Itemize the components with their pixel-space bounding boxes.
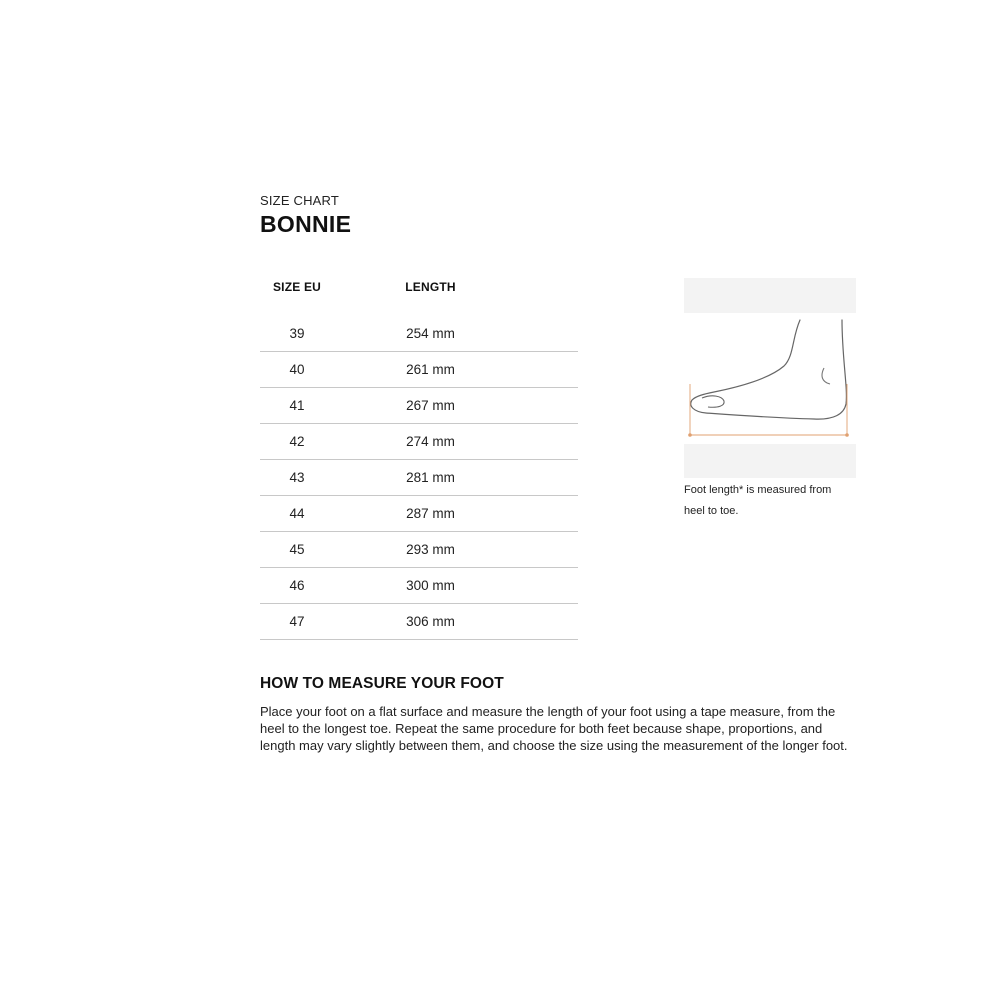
length-cell: 293 mm xyxy=(406,542,455,557)
length-cell: 261 mm xyxy=(406,362,455,377)
size-cell: 39 xyxy=(289,325,305,341)
size-cell: 46 xyxy=(289,578,305,593)
how-to-measure-text: Place your foot on a flat surface and measure the length of your foot using a tape measure, from the heel to the longest toe. Repeat the same procedure for both feet because shape, proportions, and length may vary slightly between them, and choose the size using the measurement of the longer foot. xyxy=(260,704,848,753)
length-cell: 306 mm xyxy=(406,614,455,629)
page-title: BONNIE xyxy=(260,211,352,237)
length-cell: 281 mm xyxy=(406,470,455,485)
column-header-length: LENGTH xyxy=(405,279,456,294)
length-cell: 287 mm xyxy=(406,506,455,521)
size-table xyxy=(260,270,578,640)
size-cell: 43 xyxy=(289,470,305,485)
caption-line-2: heel to toe. xyxy=(684,505,739,517)
size-cell: 47 xyxy=(289,614,305,629)
table-row xyxy=(260,315,578,352)
table-row xyxy=(260,568,578,604)
caption-line-1: Foot length* is measured from xyxy=(684,484,832,496)
table-row xyxy=(260,352,578,388)
size-cell: 44 xyxy=(289,506,305,521)
illustration-caption xyxy=(684,480,859,522)
table-body xyxy=(260,315,578,640)
column-header-size: SIZE EU xyxy=(272,279,322,294)
table-header xyxy=(260,270,578,303)
table-row xyxy=(260,532,578,568)
length-cell: 254 mm xyxy=(406,325,455,341)
length-cell: 300 mm xyxy=(406,578,455,593)
length-cell: 267 mm xyxy=(406,398,455,413)
table-row xyxy=(260,424,578,460)
size-cell: 45 xyxy=(289,542,305,557)
length-cell: 274 mm xyxy=(406,434,455,449)
table-row xyxy=(260,496,578,532)
foot-illustration xyxy=(684,278,856,478)
table-row xyxy=(260,604,578,640)
foot-measurement-icon xyxy=(684,278,856,478)
size-cell: 41 xyxy=(289,398,305,413)
table-row xyxy=(260,388,578,424)
size-cell: 40 xyxy=(289,362,305,377)
table-row xyxy=(260,460,578,496)
size-cell: 42 xyxy=(289,434,305,449)
how-to-measure-heading: HOW TO MEASURE YOUR FOOT xyxy=(260,675,504,692)
size-chart-eyebrow: SIZE CHART xyxy=(260,193,340,208)
